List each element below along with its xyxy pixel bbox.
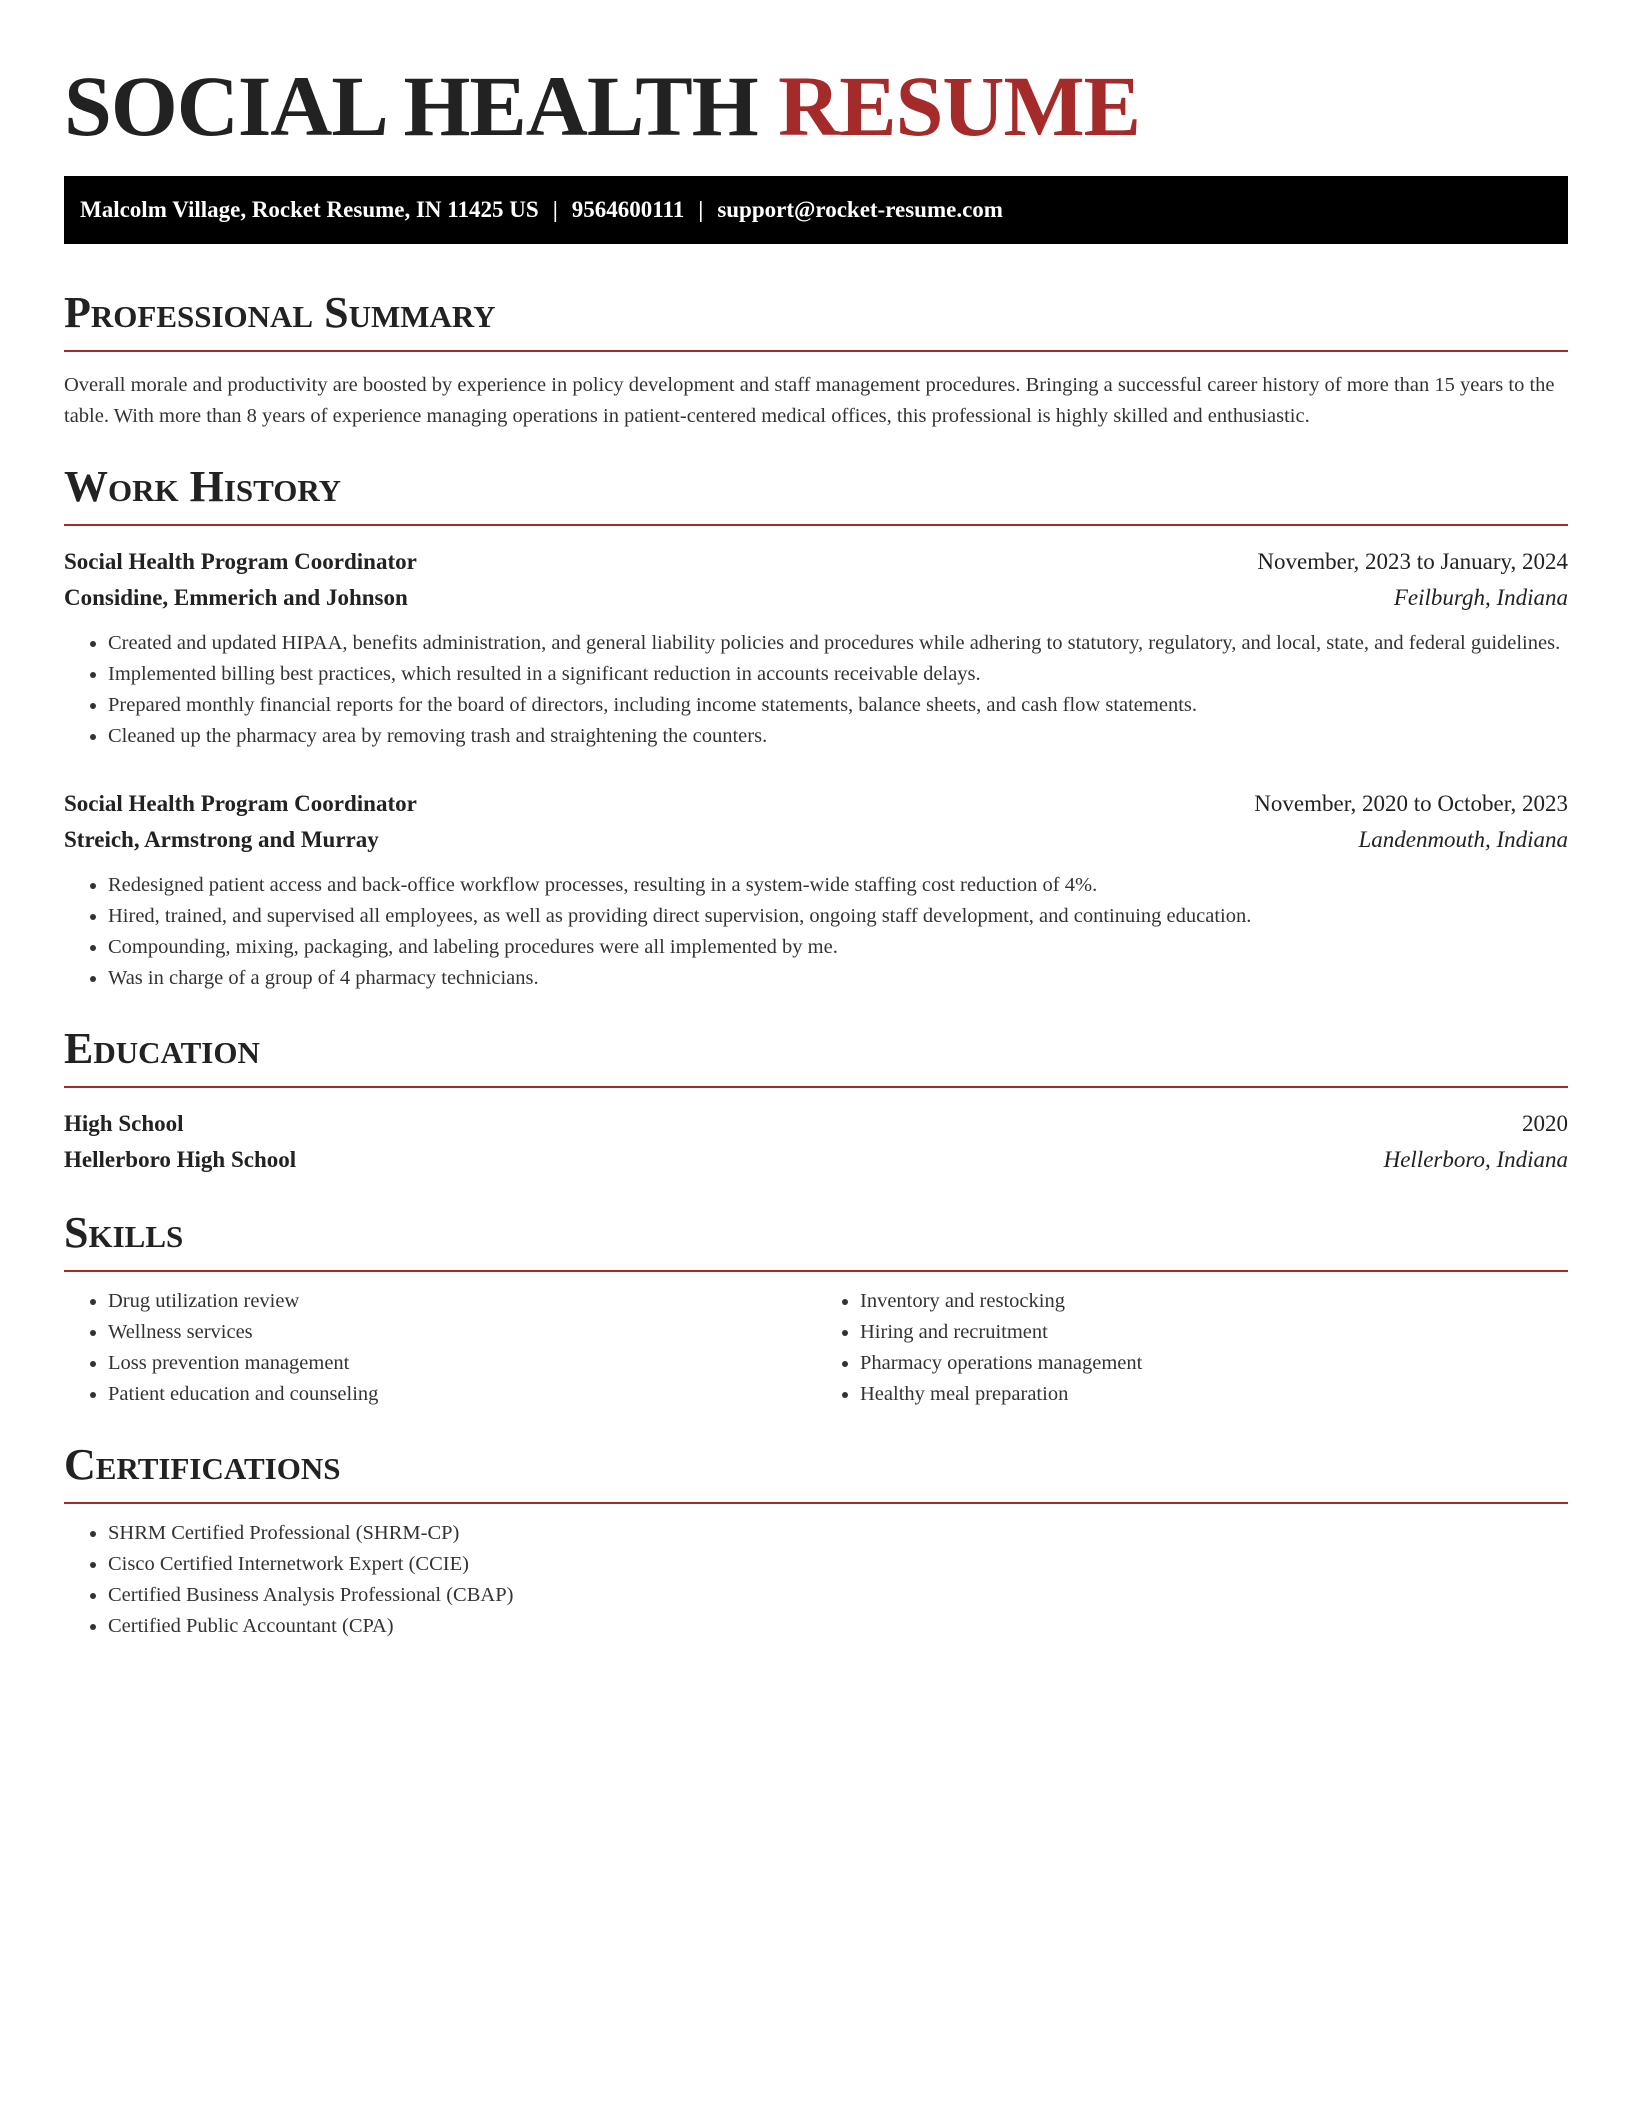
skill-item: • Patient education and counseling [108,1379,816,1410]
skills-columns [64,1286,1568,1410]
skill-item: • Healthy meal preparation [860,1379,1568,1410]
list-item: • Compounding, mixing, packaging, and labeling procedures were all implemented by me. [108,932,1568,963]
list-item: • Hired, trained, and supervised all employees, as well as providing direct supervision, ongoing staff development, and continuing education. [108,901,1568,932]
resume-title [64,0,1568,156]
job-dates: November, 2020 to October, 2023 [1254,791,1568,816]
job-location: Feilburgh, Indiana [1393,585,1568,610]
section-divider [64,1270,1568,1272]
certification-item: • Certified Business Analysis Professional (CBAP) [108,1580,1568,1611]
skills-list-right [816,1286,1568,1410]
job-company: Considine, Emmerich and Johnson [64,585,408,610]
contact-address: Malcolm Village, Rocket Resume, IN 11425 US [80,197,539,222]
summary-section [64,288,1568,432]
education-entry [64,1106,1568,1178]
education-section [64,1024,1568,1178]
list-item: • Created and updated HIPAA, benefits administration, and general liability policies and procedures while adhering to statutory, regulatory, and local, state, and federal guidelines. [108,628,1568,659]
section-divider [64,1086,1568,1088]
certifications-section [64,1440,1568,1642]
skill-item: • Loss prevention management [108,1348,816,1379]
job-title: Social Health Program Coordinator [64,549,417,574]
contact-email: support@rocket-resume.com [717,197,1003,222]
list-item: • Implemented billing best practices, which resulted in a significant reduction in accounts receivable delays. [108,659,1568,690]
job-bullets [64,628,1568,752]
work-history-section [64,462,1568,994]
section-heading-certifications: Certifications [64,1440,341,1489]
certifications-list [64,1518,1568,1642]
title-accent: RESUME [778,58,1141,154]
section-heading-work-history: Work History [64,462,342,511]
certification-item: • SHRM Certified Professional (SHRM-CP) [108,1518,1568,1549]
section-heading-skills: Skills [64,1208,184,1257]
job-location: Landenmouth, Indiana [1358,827,1568,852]
education-year: 2020 [1522,1111,1568,1136]
job-bullets [64,870,1568,994]
section-divider [64,1502,1568,1504]
list-item: • Was in charge of a group of 4 pharmacy technicians. [108,963,1568,994]
contact-bar [64,176,1568,244]
skill-item: • Hiring and recruitment [860,1317,1568,1348]
education-location: Hellerboro, Indiana [1383,1147,1568,1172]
skill-item: • Wellness services [108,1317,816,1348]
education-school: Hellerboro High School [64,1147,297,1172]
skills-list-left [64,1286,816,1410]
education-degree: High School [64,1111,184,1136]
job-entry [64,544,1568,752]
contact-separator: | [552,197,558,222]
section-divider [64,524,1568,526]
skill-item: • Pharmacy operations management [860,1348,1568,1379]
skills-section [64,1208,1568,1410]
list-item: • Prepared monthly financial reports for the board of directors, including income statements, balance sheets, and cash flow statements. [108,690,1568,721]
section-heading-summary: Professional Summary [64,288,496,337]
job-entry [64,786,1568,994]
job-dates: November, 2023 to January, 2024 [1257,549,1568,574]
skill-item: • Inventory and restocking [860,1286,1568,1317]
section-divider [64,350,1568,352]
list-item: • Redesigned patient access and back-office workflow processes, resulting in a system-wide staffing cost reduction of 4%. [108,870,1568,901]
certification-item: • Cisco Certified Internetwork Expert (CCIE) [108,1549,1568,1580]
skill-item: • Drug utilization review [108,1286,816,1317]
contact-separator: | [698,197,704,222]
certification-item: • Certified Public Accountant (CPA) [108,1611,1568,1642]
job-title: Social Health Program Coordinator [64,791,417,816]
section-heading-education: Education [64,1024,260,1073]
job-company: Streich, Armstrong and Murray [64,827,379,852]
list-item: • Cleaned up the pharmacy area by removing trash and straightening the counters. [108,721,1568,752]
summary-text: Overall morale and productivity are boosted by experience in policy development and staff management procedures. Bringing a successful career history of more than 15 years to the table. With more than 8 years of experience managing operations in patient-centered medical offices, this professional is highly skilled and enthusiastic. [64,374,1555,427]
title-main: SOCIAL HEALTH [64,58,758,154]
contact-phone: 9564600111 [571,197,685,222]
